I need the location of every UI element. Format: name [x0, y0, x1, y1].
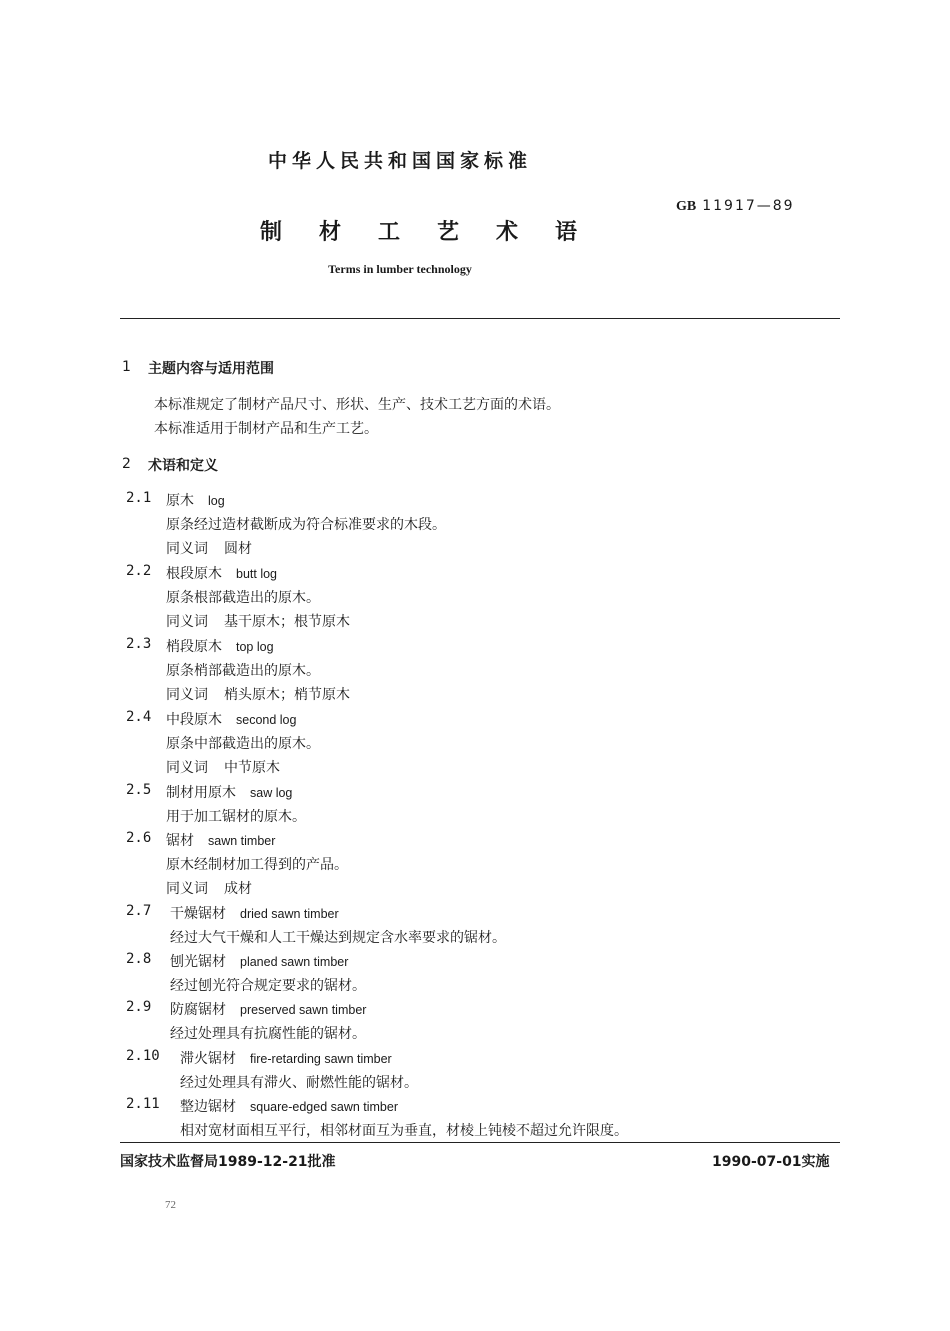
term-heading: [180, 1048, 392, 1068]
synonym-label: 同义词: [166, 687, 208, 703]
term-heading: [170, 951, 348, 971]
term-number: 2.3: [126, 636, 152, 652]
term-definition: 原木经制材加工得到的产品。: [166, 857, 348, 873]
term-definition: 经过大气干燥和人工干燥达到规定含水率要求的锯材。: [170, 930, 506, 946]
term-english: dried sawn timber: [240, 907, 339, 921]
document-title: 制材工艺术语: [259, 220, 614, 245]
section-1-title: 主题内容与适用范围: [148, 361, 274, 377]
header-divider: [120, 318, 840, 319]
term-synonym: [166, 757, 280, 777]
effective-date: 1990-07-01实施: [712, 1154, 830, 1170]
term-number: 2.6: [126, 830, 152, 846]
term-synonym: [166, 684, 350, 704]
term-chinese: 中段原木: [166, 712, 222, 728]
term-definition: 原条中部截造出的原木。: [166, 736, 320, 752]
footer-divider: [120, 1142, 840, 1143]
term-number: 2.2: [126, 563, 152, 579]
term-number: 2.8: [126, 951, 152, 967]
section-2-title: 术语和定义: [148, 458, 218, 474]
term-definition: 用于加工锯材的原木。: [166, 809, 306, 825]
term-chinese: 原木: [166, 493, 194, 509]
term-english: second log: [236, 713, 297, 727]
standard-code: [676, 198, 795, 215]
term-english: saw log: [250, 786, 293, 800]
term-definition: 经过处理具有抗腐性能的锯材。: [170, 1026, 366, 1042]
term-definition: 原条梢部截造出的原木。: [166, 663, 320, 679]
term-definition: 经过处理具有滞火、耐燃性能的锯材。: [180, 1075, 418, 1091]
term-english: preserved sawn timber: [240, 1003, 367, 1017]
term-chinese: 滞火锯材: [180, 1051, 236, 1067]
section-1-paragraph: 本标准规定了制材产品尺寸、形状、生产、技术工艺方面的术语。: [154, 397, 560, 413]
synonym-value: 中节原木: [224, 760, 280, 776]
term-heading: [166, 782, 292, 802]
term-english: sawn timber: [208, 834, 276, 848]
document-title-english: Terms in lumber technology: [328, 262, 472, 276]
national-standard-heading: 中华人民共和国国家标准: [267, 150, 532, 172]
term-english: fire-retarding sawn timber: [250, 1052, 392, 1066]
term-number: 2.1: [126, 490, 152, 506]
approval-statement: 国家技术监督局1989-12-21批准: [120, 1154, 336, 1170]
term-number: 2.10: [126, 1048, 160, 1064]
term-chinese: 整边锯材: [180, 1099, 236, 1115]
term-number: 2.7: [126, 903, 152, 919]
term-synonym: [166, 611, 350, 631]
term-number: 2.11: [126, 1096, 160, 1112]
term-heading: [166, 490, 225, 510]
term-chinese: 根段原木: [166, 566, 222, 582]
term-synonym: [166, 538, 252, 558]
term-english: log: [208, 494, 225, 508]
synonym-label: 同义词: [166, 614, 208, 630]
section-1-number: 1: [122, 359, 131, 375]
term-english: butt log: [236, 567, 278, 581]
term-synonym: [166, 878, 252, 898]
synonym-value: 基干原木；根节原木: [224, 614, 350, 630]
term-heading: [180, 1096, 398, 1116]
term-english: top log: [236, 640, 274, 654]
term-definition: 原条经过造材截断成为符合标准要求的木段。: [166, 517, 446, 533]
section-1-paragraph: 本标准适用于制材产品和生产工艺。: [154, 421, 378, 437]
synonym-label: 同义词: [166, 541, 208, 557]
term-definition: 原条根部截造出的原木。: [166, 590, 320, 606]
term-chinese: 梢段原木: [166, 639, 222, 655]
term-definition: 相对宽材面相互平行，相邻材面互为垂直，材棱上钝棱不超过允许限度。: [180, 1123, 628, 1139]
term-chinese: 防腐锯材: [170, 1002, 226, 1018]
term-chinese: 锯材: [166, 833, 194, 849]
term-heading: [166, 709, 296, 729]
term-heading: [166, 830, 275, 850]
synonym-label: 同义词: [166, 881, 208, 897]
term-number: 2.9: [126, 999, 152, 1015]
standard-code-number: 11917—89: [702, 198, 795, 214]
term-heading: [166, 563, 277, 583]
term-number: 2.4: [126, 709, 152, 725]
synonym-value: 梢头原木；梢节原木: [224, 687, 350, 703]
section-2-number: 2: [122, 456, 131, 472]
term-english: square-edged sawn timber: [250, 1100, 398, 1114]
term-number: 2.5: [126, 782, 152, 798]
synonym-value: 成材: [224, 881, 252, 897]
term-chinese: 刨光锯材: [170, 954, 226, 970]
term-definition: 经过刨光符合规定要求的锯材。: [170, 978, 366, 994]
term-heading: [166, 636, 274, 656]
term-chinese: 干燥锯材: [170, 906, 226, 922]
term-heading: [170, 999, 366, 1019]
synonym-label: 同义词: [166, 760, 208, 776]
standard-code-prefix: GB: [676, 199, 697, 214]
synonym-value: 圆材: [224, 541, 252, 557]
term-heading: [170, 903, 339, 923]
term-english: planed sawn timber: [240, 955, 349, 969]
page-number: 72: [165, 1199, 176, 1211]
term-chinese: 制材用原木: [166, 785, 236, 801]
